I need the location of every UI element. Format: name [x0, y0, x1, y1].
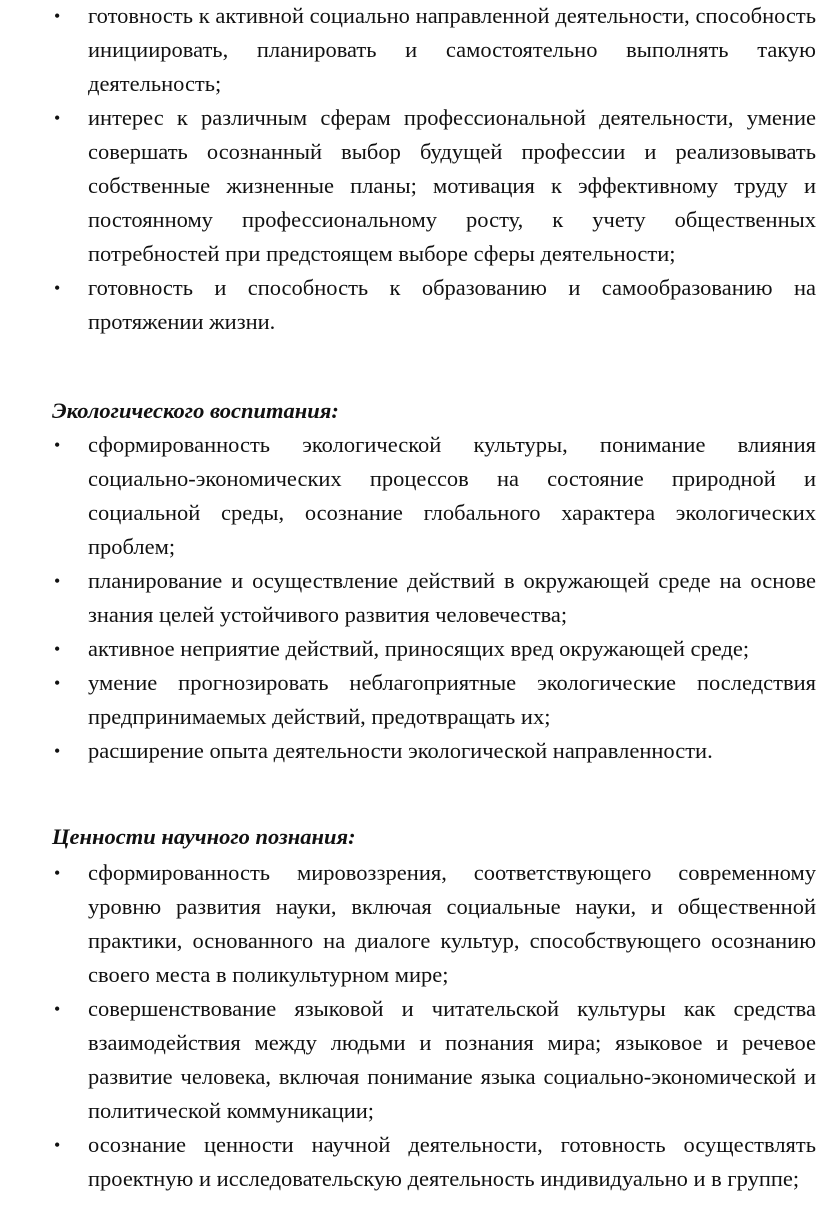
list-item: [52, 856, 816, 992]
list-item: [52, 564, 816, 632]
list-item: [52, 0, 816, 101]
bullet-icon: •: [54, 673, 61, 693]
list-item: [52, 734, 816, 768]
bullet-icon: •: [54, 863, 61, 883]
bullet-icon: •: [54, 6, 61, 26]
list-item: [52, 632, 816, 666]
list-item: [52, 992, 816, 1128]
list-item-text: расширение опыта деятельности экологической направленности.: [88, 738, 713, 763]
section-heading-ecology: Экологического воспитания:: [52, 398, 339, 423]
list-item-text: готовность к активной социально направленной деятельности, способность инициировать, планировать и самостоятельно выполнять такую деятельность;: [88, 3, 816, 96]
list-item-text: сформированность экологической культуры, понимание влияния социально-экономических процессов на состояние природной и социальной среды, осознание глобального характера экологических проблем;: [88, 432, 816, 559]
list-item-text: интерес к различным сферам профессиональной деятельности, умение совершать осознанный выбор будущей профессии и реализовывать собственные жизненные планы; мотивация к эффективному труду и постоянному профессиональному росту, к учету общественных потребностей при предстоящем выборе сферы деятельности;: [88, 105, 816, 266]
bullet-icon: •: [54, 571, 61, 591]
bullet-icon: •: [54, 435, 61, 455]
list-item-text: совершенствование языковой и читательской культуры как средства взаимодействия между людьми и познания мира; языковое и речевое развитие человека, включая понимание языка социально-экономической и политической коммуникации;: [88, 996, 816, 1123]
bullet-icon: •: [54, 278, 61, 298]
list-item: [52, 666, 816, 734]
bullet-list-ecology: [52, 428, 816, 768]
bullet-list-science: [52, 856, 816, 1196]
bullet-icon: •: [54, 639, 61, 659]
list-item-text: сформированность мировоззрения, соответствующего современному уровню развития науки, включая социальные науки, и общественной практики, основанного на диалоге культур, способствующего осознанию своего места в поликультурном мире;: [88, 860, 816, 987]
list-item-text: готовность и способность к образованию и самообразованию на протяжении жизни.: [88, 275, 816, 334]
list-item: [52, 101, 816, 271]
section-heading-science: Ценности научного познания:: [52, 824, 356, 849]
list-item: [52, 271, 816, 339]
list-item: [52, 1128, 816, 1196]
list-item: [52, 428, 816, 564]
bullet-list-top: [52, 0, 816, 339]
bullet-icon: •: [54, 108, 61, 128]
list-item-text: активное неприятие действий, приносящих вред окружающей среде;: [88, 636, 750, 661]
list-item-text: умение прогнозировать неблагоприятные экологические последствия предпринимаемых действий, предотвращать их;: [88, 670, 816, 729]
list-item-text: планирование и осуществление действий в окружающей среде на основе знания целей устойчивого развития человечества;: [88, 568, 816, 627]
bullet-icon: •: [54, 741, 61, 761]
list-item-text: осознание ценности научной деятельности, готовность осуществлять проектную и исследовательскую деятельность индивидуально и в группе;: [88, 1132, 816, 1191]
bullet-icon: •: [54, 1135, 61, 1155]
bullet-icon: •: [54, 999, 61, 1019]
